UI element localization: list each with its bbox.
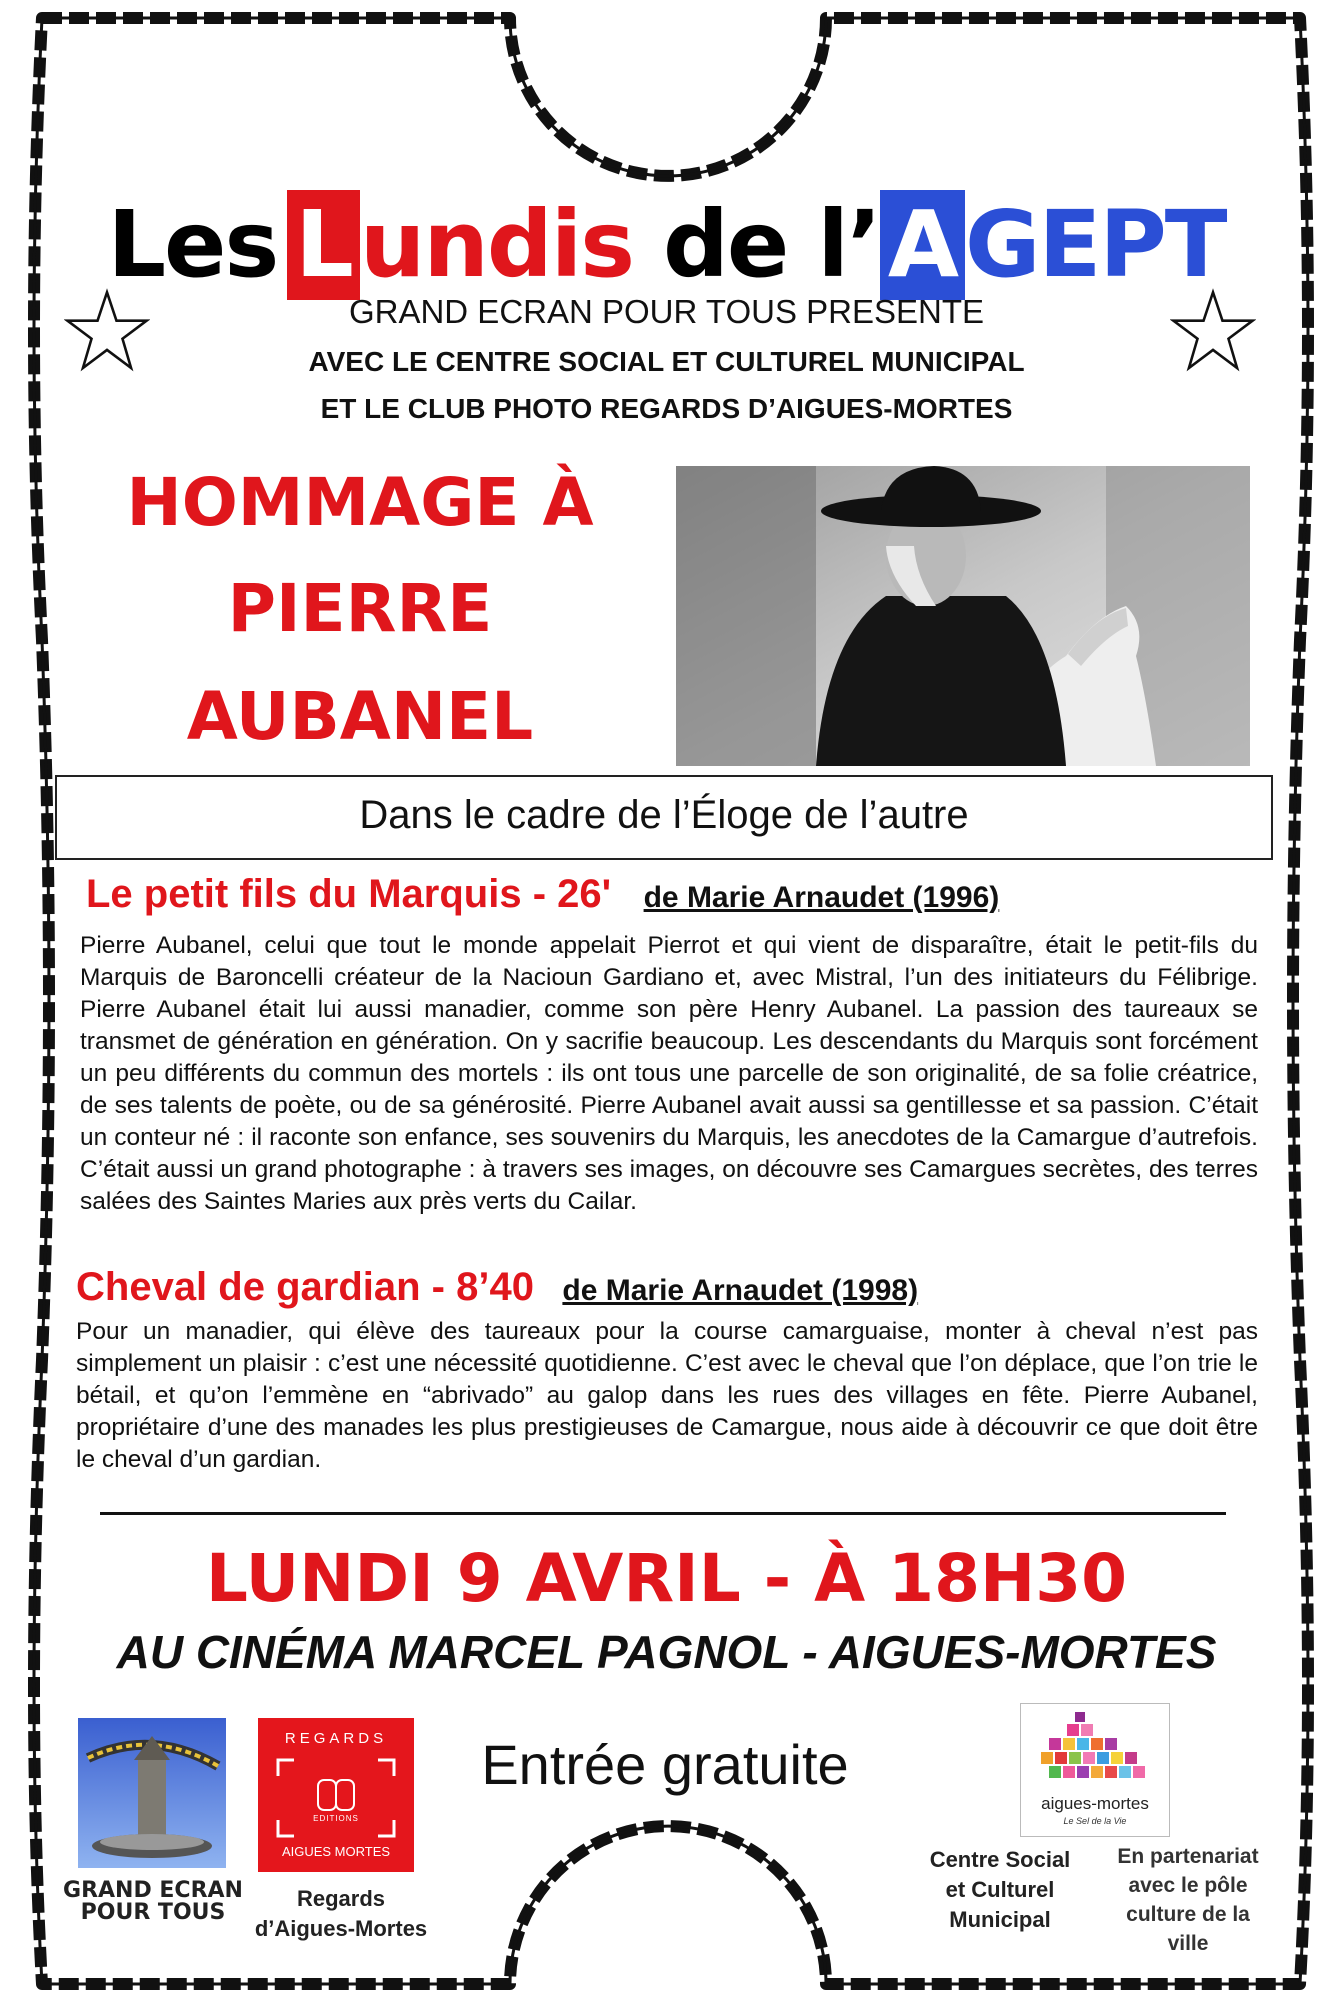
entry-free: Entrée gratuite: [481, 1733, 849, 1796]
partner-caption-line1: En partenariat: [1117, 1845, 1259, 1868]
regards-logo-mid: EDITIONS: [313, 1814, 359, 1823]
subtitle-line1: GRAND ECRAN POUR TOUS PRESENTE: [348, 293, 985, 330]
hommage-line2: PIERRE: [227, 570, 493, 647]
film-1-description: Pierre Aubanel, celui que tout le monde appelait Pierrot et qui vient de disparaître, était le petit-fils du Marquis de Baroncelli créateur de la Nacioun Gardiano et, avec Mistral, l’un des initiateurs du Félibrige. Pierre Aubanel était lui aussi manadier, comme son père Henry Aubanel. La passion des taureaux se transmet de génération en génération. On y sacrifie beaucoup. Les descendants du Marquis sont forcément un peu différents du commun des mortels : ils ont tous une parcelle de son originalité, de sa folie créatrice, de ses talents de poète, ou de sa générosité. Pierre Aubanel avait aussi sa gentillesse et sa passion. C’était un conteur né : il raconte son enfance, ses souvenirs du Marquis, les anecdotes de la Camargue d’autrefois. C’était aussi un grand photographe : à travers ses images, on découvre ses Camargues secrètes, des terres salées des Saintes Maries aux près verts du Cailar.: [80, 932, 1258, 1215]
frame-text: Dans le cadre de l’Éloge de l’autre: [359, 793, 969, 837]
partner-caption-line3: culture de la: [1126, 1903, 1250, 1926]
event-date: LUNDI 9 AVRIL - À 18H30: [205, 1540, 1128, 1617]
partner-caption-line4: ville: [1167, 1932, 1209, 1955]
grand-ecran-logo: [78, 1718, 226, 1868]
aigues-mortes-logo: [1020, 1703, 1170, 1837]
film-2-title: Cheval de gardian - 8’40: [76, 1265, 534, 1309]
title-les: Les: [107, 191, 278, 298]
poster-title: [0, 190, 1333, 300]
regards-caption-line2: d’Aigues-Mortes: [254, 1916, 428, 1941]
film-1-title: Le petit fils du Marquis - 26': [86, 872, 612, 916]
subtitle-line3: ET LE CLUB PHOTO REGARDS D’AIGUES-MORTES: [320, 393, 1013, 424]
grand-ecran-caption: [58, 1880, 248, 1924]
title-l-box: L: [287, 190, 360, 300]
subtitle-line2: AVEC LE CENTRE SOCIAL ET CULTUREL MUNICIPAL: [308, 346, 1025, 377]
title-l-apos: l’: [817, 191, 880, 298]
film-2-author: de Marie Arnaudet (1998): [562, 1274, 919, 1307]
aigues-mortes-tagline: Le Sel de la Vie: [1063, 1816, 1127, 1826]
hommage-line3: AUBANEL: [186, 678, 534, 755]
centre-social-caption-line2: et Culturel: [945, 1877, 1055, 1902]
centre-social-caption-line1: Centre Social: [929, 1847, 1071, 1872]
regards-caption-line1: Regards: [296, 1886, 386, 1911]
partner-caption-line2: avec le pôle: [1128, 1874, 1248, 1897]
centre-social-caption: [900, 1845, 1100, 1935]
colorful-castle-icon: [1039, 1712, 1151, 1788]
grand-ecran-caption-line1: GRAND ECRAN: [63, 1878, 243, 1903]
hommage-line1: HOMMAGE À: [126, 464, 594, 541]
regards-logo-top: REGARDS: [284, 1730, 388, 1747]
regards-caption: [236, 1884, 446, 1944]
partner-caption: [1098, 1842, 1278, 1958]
grand-ecran-caption-line2: POUR TOUS: [80, 1900, 226, 1925]
film-2-header: [76, 1265, 918, 1310]
film-2-description: Pour un manadier, qui élève des taureaux pour la course camarguaise, monter à cheval n’est pas simplement un plaisir : c’est une nécessité quotidienne. C’est avec le cheval que l’on déplace, que l’on trie le bétail, et qu’on l’emmène en “abrivado” au galop dans les rues des villages en fête. Pierre Aubanel, propriétaire d’une des manades les plus prestigieuses de Camargue, nous aide à découvrir ce que doit être le cheval d’un gardian.: [76, 1318, 1258, 1473]
camera-frame-icon: [276, 1758, 396, 1838]
regards-logo-bottom: AIGUES MORTES: [281, 1844, 391, 1859]
film-1-header: [86, 872, 999, 917]
centre-social-caption-line3: Municipal: [949, 1907, 1051, 1932]
divider: [100, 1512, 1226, 1515]
title-undis: undis: [359, 191, 633, 298]
title-de: de: [663, 191, 788, 298]
event-venue: AU CINÉMA MARCEL PAGNOL - AIGUES-MORTES: [116, 1626, 1217, 1678]
film-1-author: de Marie Arnaudet (1996): [643, 881, 1000, 914]
aigues-mortes-name: aigues-mortes: [1041, 1794, 1149, 1813]
title-gept: GEPT: [965, 191, 1226, 298]
portrait-photo: [676, 466, 1250, 766]
title-a-box: A: [880, 190, 965, 300]
regards-logo: [258, 1718, 414, 1872]
